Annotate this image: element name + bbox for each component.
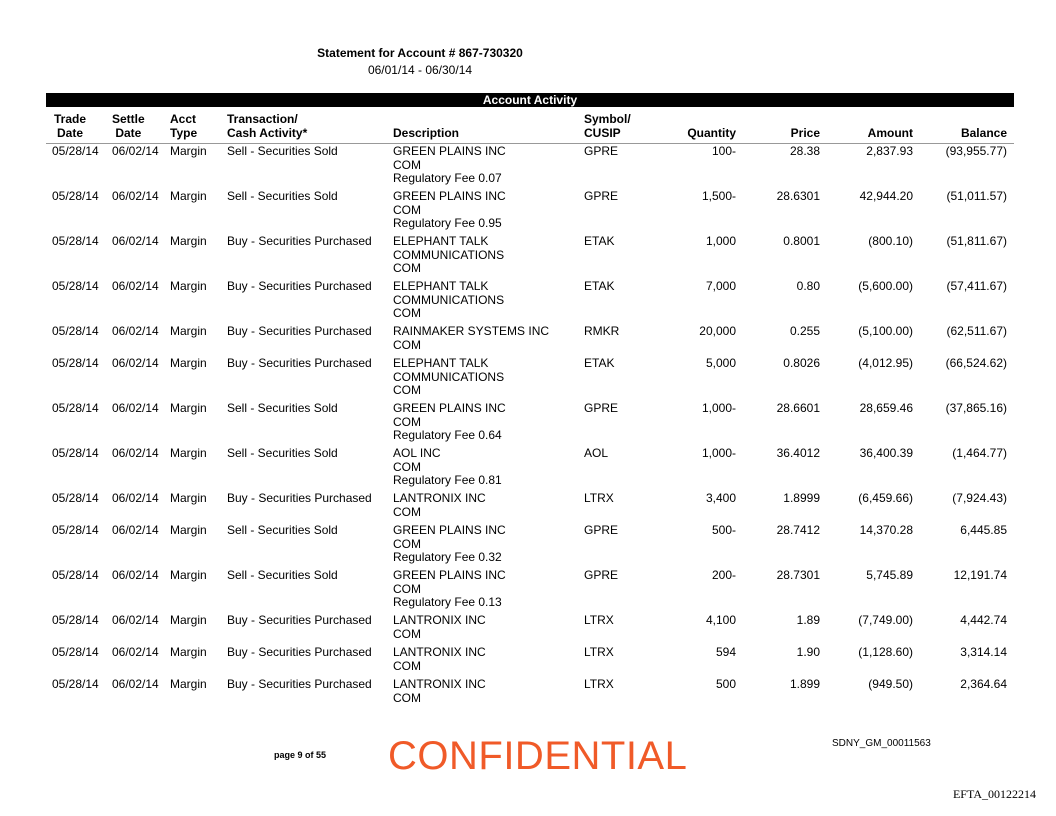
transaction-cell: Buy - Securities Purchased <box>227 279 372 293</box>
trade-date-cell: 05/28/14 <box>52 234 99 248</box>
description-line: COMMUNICATIONS <box>393 369 505 384</box>
description-cell <box>393 402 506 443</box>
quantity-cell: 7,000 <box>705 279 736 293</box>
transaction-cell: Buy - Securities Purchased <box>227 677 372 691</box>
price-cell: 28.6301 <box>776 189 820 203</box>
description-cell <box>393 614 486 641</box>
description-cell <box>393 569 506 610</box>
symbol-cell: GPRE <box>584 401 619 415</box>
settle-date-cell: 06/02/14 <box>112 189 159 203</box>
price-cell: 1.899 <box>789 677 820 691</box>
transaction-cell: Sell - Securities Sold <box>227 446 338 460</box>
trade-date-cell: 05/28/14 <box>52 568 99 582</box>
symbol-cell: LTRX <box>584 677 614 691</box>
efta-number: EFTA_00122214 <box>952 787 1036 801</box>
symbol-cell: GPRE <box>584 189 619 203</box>
description-line: ELEPHANT TALK <box>393 356 489 370</box>
description-line: GREEN PLAINS INC <box>393 401 506 415</box>
description-line: COM <box>393 459 421 474</box>
description-line: COM <box>393 504 421 519</box>
description-line: GREEN PLAINS INC <box>393 144 506 158</box>
balance-cell: 2,364.64 <box>960 677 1007 691</box>
quantity-cell: 1,000 <box>705 234 736 248</box>
trade-date-cell: 05/28/14 <box>52 491 99 505</box>
description-cell <box>393 524 506 565</box>
description-line: COM <box>393 202 421 217</box>
amount-cell: 5,745.89 <box>866 568 913 582</box>
description-line: Regulatory Fee 0.64 <box>393 428 502 442</box>
price-cell: 28.7412 <box>776 523 820 537</box>
symbol-cell: LTRX <box>584 491 614 505</box>
description-line: LANTRONIX INC <box>393 491 486 505</box>
settle-date-cell: 06/02/14 <box>112 613 159 627</box>
amount-cell: (5,100.00) <box>858 324 913 338</box>
description-line: Regulatory Fee 0.07 <box>393 171 502 185</box>
description-line: COMMUNICATIONS <box>393 247 505 262</box>
trade-date-cell: 05/28/14 <box>52 613 99 627</box>
transaction-cell: Sell - Securities Sold <box>227 401 338 415</box>
column-header <box>46 112 1014 144</box>
settle-date-cell: 06/02/14 <box>112 356 159 370</box>
price-cell: 1.90 <box>796 645 820 659</box>
symbol-cell: ETAK <box>584 234 615 248</box>
acct-type-cell: Margin <box>170 613 207 627</box>
transaction-cell: Buy - Securities Purchased <box>227 645 372 659</box>
symbol-cell: LTRX <box>584 645 614 659</box>
quantity-cell: 594 <box>715 645 736 659</box>
amount-cell: 14,370.28 <box>859 523 913 537</box>
description-line: COM <box>393 337 421 352</box>
trade-date-cell: 05/28/14 <box>52 401 99 415</box>
settle-date-cell: 06/02/14 <box>112 645 159 659</box>
acct-type-cell: Margin <box>170 279 207 293</box>
bates-number: SDNY_GM_00011563 <box>832 738 931 749</box>
description-line: LANTRONIX INC <box>393 677 486 691</box>
price-cell: 28.38 <box>789 144 820 158</box>
description-cell <box>393 646 486 673</box>
acct-type-cell: Margin <box>170 234 207 248</box>
balance-cell: (7,924.43) <box>952 491 1007 505</box>
description-cell <box>393 678 486 705</box>
price-cell: 1.8999 <box>783 491 820 505</box>
acct-type-cell: Margin <box>170 677 207 691</box>
symbol-cell: GPRE <box>584 523 619 537</box>
price-cell: 28.7301 <box>776 568 820 582</box>
acct-type-cell: Margin <box>170 568 207 582</box>
trade-date-cell: 05/28/14 <box>52 523 99 537</box>
balance-cell: (1,464.77) <box>952 446 1007 460</box>
description-line: GREEN PLAINS INC <box>393 568 506 582</box>
description-line: Regulatory Fee 0.81 <box>393 473 502 487</box>
settle-date-cell: 06/02/14 <box>112 401 159 415</box>
description-line: LANTRONIX INC <box>393 613 486 627</box>
quantity-cell: 500- <box>711 523 736 537</box>
trade-date-cell: 05/28/14 <box>52 189 99 203</box>
trade-date-cell: 05/28/14 <box>52 324 99 338</box>
transaction-cell: Buy - Securities Purchased <box>227 491 372 505</box>
price-cell: 1.89 <box>796 613 820 627</box>
balance-cell: 6,445.85 <box>960 523 1007 537</box>
balance-cell: (37,865.16) <box>945 401 1007 415</box>
transaction-cell: Buy - Securities Purchased <box>227 234 372 248</box>
price-cell: 0.80 <box>796 279 820 293</box>
symbol-cell: AOL <box>584 446 609 460</box>
acct-type-cell: Margin <box>170 491 207 505</box>
description-cell <box>393 235 504 276</box>
symbol-cell: ETAK <box>584 356 615 370</box>
statement-period: 06/01/14 - 06/30/14 <box>367 63 473 77</box>
symbol-cell: RMKR <box>584 324 620 338</box>
description-line: COM <box>393 690 421 705</box>
col-balance: Balance <box>960 126 1007 140</box>
description-cell <box>393 280 504 321</box>
transaction-cell: Sell - Securities Sold <box>227 189 338 203</box>
amount-cell: (7,749.00) <box>858 613 913 627</box>
description-cell <box>393 145 506 186</box>
description-line: RAINMAKER SYSTEMS INC <box>393 324 550 338</box>
quantity-cell: 100- <box>711 144 736 158</box>
acct-type-cell: Margin <box>170 645 207 659</box>
settle-date-cell: 06/02/14 <box>112 446 159 460</box>
price-cell: 28.6601 <box>776 401 820 415</box>
amount-cell: 2,837.93 <box>866 144 913 158</box>
description-line: COM <box>393 306 421 320</box>
amount-cell: 42,944.20 <box>859 189 913 203</box>
acct-type-cell: Margin <box>170 523 207 537</box>
amount-cell: (5,600.00) <box>858 279 913 293</box>
description-cell <box>393 492 486 519</box>
quantity-cell: 500 <box>715 677 736 691</box>
description-line: COM <box>393 157 421 172</box>
description-line: Regulatory Fee 0.32 <box>393 550 502 564</box>
balance-cell: (57,411.67) <box>946 279 1007 293</box>
settle-date-cell: 06/02/14 <box>112 324 159 338</box>
balance-cell: (66,524.62) <box>945 356 1007 370</box>
col-trade-date: Trade Date <box>54 112 87 140</box>
description-line: Regulatory Fee 0.13 <box>393 595 502 609</box>
statement-title: Statement for Account # 867-730320 <box>317 46 523 60</box>
transaction-cell: Sell - Securities Sold <box>227 144 338 158</box>
trade-date-cell: 05/28/14 <box>52 279 99 293</box>
settle-date-cell: 06/02/14 <box>112 568 159 582</box>
transaction-cell: Sell - Securities Sold <box>227 568 338 582</box>
settle-date-cell: 06/02/14 <box>112 144 159 158</box>
settle-date-cell: 06/02/14 <box>112 234 159 248</box>
col-transaction: Transaction/ Cash Activity* <box>227 112 308 140</box>
quantity-cell: 4,100 <box>705 613 736 627</box>
col-quantity: Quantity <box>687 126 736 140</box>
quantity-cell: 20,000 <box>699 324 736 338</box>
symbol-cell: GPRE <box>584 568 619 582</box>
col-price: Price <box>790 126 820 140</box>
acct-type-cell: Margin <box>170 144 207 158</box>
acct-type-cell: Margin <box>170 446 207 460</box>
quantity-cell: 1,000- <box>701 446 736 460</box>
amount-cell: (800.10) <box>868 234 913 248</box>
description-line: AOL INC <box>393 446 441 460</box>
description-line: COMMUNICATIONS <box>393 292 505 307</box>
amount-cell: (4,012.95) <box>858 356 913 370</box>
page-number: page 9 of 55 <box>274 750 327 760</box>
balance-cell: (62,511.67) <box>946 324 1007 338</box>
quantity-cell: 3,400 <box>705 491 736 505</box>
description-line: COM <box>393 581 421 596</box>
description-line: COM <box>393 414 421 429</box>
col-symbol: Symbol/ CUSIP <box>584 112 631 140</box>
acct-type-cell: Margin <box>170 324 207 338</box>
balance-cell: 12,191.74 <box>953 568 1007 582</box>
description-line: COM <box>393 536 421 551</box>
description-line: ELEPHANT TALK <box>393 279 489 293</box>
description-cell <box>393 325 549 352</box>
amount-cell: (949.50) <box>868 677 913 691</box>
symbol-cell: GPRE <box>584 144 619 158</box>
balance-cell: 3,314.14 <box>960 645 1007 659</box>
trade-date-cell: 05/28/14 <box>52 144 99 158</box>
balance-cell: 4,442.74 <box>960 613 1007 627</box>
symbol-cell: ETAK <box>584 279 615 293</box>
description-line: COM <box>393 658 421 673</box>
acct-type-cell: Margin <box>170 189 207 203</box>
quantity-cell: 1,500- <box>701 189 736 203</box>
transaction-cell: Sell - Securities Sold <box>227 523 338 537</box>
quantity-cell: 5,000 <box>705 356 736 370</box>
symbol-cell: LTRX <box>584 613 614 627</box>
price-cell: 0.8026 <box>783 356 820 370</box>
description-line: GREEN PLAINS INC <box>393 523 506 537</box>
trade-date-cell: 05/28/14 <box>52 677 99 691</box>
section-title-bar: Account Activity <box>46 93 1014 107</box>
amount-cell: 36,400.39 <box>859 446 913 460</box>
description-line: ELEPHANT TALK <box>393 234 489 248</box>
confidential-stamp: CONFIDENTIAL <box>388 734 688 778</box>
description-line: LANTRONIX INC <box>393 645 486 659</box>
transaction-cell: Buy - Securities Purchased <box>227 356 372 370</box>
transaction-cell: Buy - Securities Purchased <box>227 613 372 627</box>
trade-date-cell: 05/28/14 <box>52 645 99 659</box>
col-amount: Amount <box>867 126 913 140</box>
amount-cell: 28,659.46 <box>859 401 913 415</box>
settle-date-cell: 06/02/14 <box>112 523 159 537</box>
description-line: COM <box>393 261 421 275</box>
balance-cell: (51,811.67) <box>946 234 1007 248</box>
acct-type-cell: Margin <box>170 401 207 415</box>
col-settle-date: Settle Date <box>112 112 145 140</box>
settle-date-cell: 06/02/14 <box>112 279 159 293</box>
transaction-cell: Buy - Securities Purchased <box>227 324 372 338</box>
balance-cell: (93,955.77) <box>945 144 1007 158</box>
description-cell <box>393 190 506 231</box>
col-description: Description <box>393 126 460 140</box>
description-line: COM <box>393 383 421 397</box>
trade-date-cell: 05/28/14 <box>52 446 99 460</box>
balance-cell: (51,011.57) <box>946 189 1007 203</box>
description-line: GREEN PLAINS INC <box>393 189 506 203</box>
price-cell: 0.255 <box>789 324 820 338</box>
amount-cell: (6,459.66) <box>858 491 913 505</box>
description-line: COM <box>393 626 421 641</box>
trade-date-cell: 05/28/14 <box>52 356 99 370</box>
quantity-cell: 200- <box>711 568 736 582</box>
settle-date-cell: 06/02/14 <box>112 677 159 691</box>
acct-type-cell: Margin <box>170 356 207 370</box>
price-cell: 36.4012 <box>776 446 820 460</box>
description-cell <box>393 357 504 398</box>
settle-date-cell: 06/02/14 <box>112 491 159 505</box>
quantity-cell: 1,000- <box>701 401 736 415</box>
description-cell <box>393 447 502 488</box>
col-acct-type: Acct Type <box>170 112 198 140</box>
description-line: Regulatory Fee 0.95 <box>393 216 502 230</box>
price-cell: 0.8001 <box>783 234 820 248</box>
amount-cell: (1,128.60) <box>858 645 913 659</box>
